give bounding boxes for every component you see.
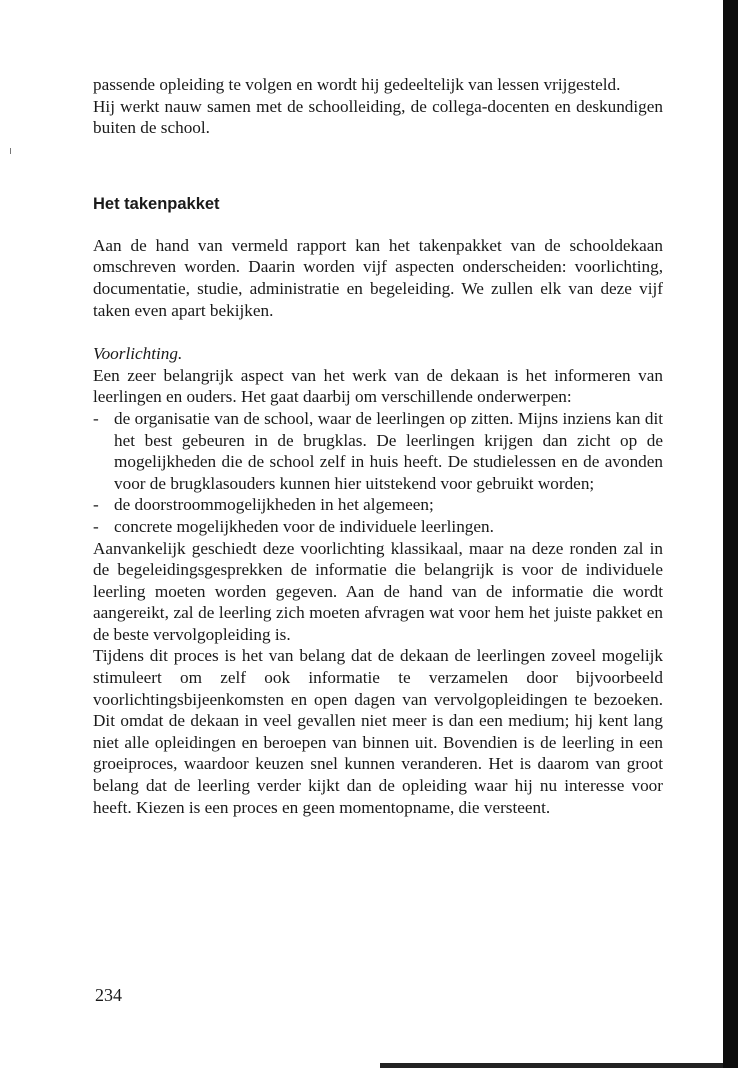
list-item xyxy=(93,516,663,538)
paragraph-intro: Aan de hand van vermeld rapport kan het takenpakket van de schooldekaan omschreven worden. Daarin worden vijf aspecten onderscheiden: voorlichting, documentatie, studie, administratie en begeleiding. We zullen elk van deze vijf taken even apart bekijken. xyxy=(93,235,663,320)
paragraph-classroom: Aanvankelijk geschiedt deze voorlichting klassikaal, maar na deze ronden zal in de begeleidingsgesprekken de informatie die belangrijk is voor de individuele leerling moeten worden gegeven. Aan de hand van de informatie die wordt aangereikt, zal de leerling zich moeten afvragen wat voor hem het juiste pakket en de beste vervolgopleiding is. xyxy=(93,538,663,644)
list-dash: - xyxy=(93,408,99,428)
page-number: 234 xyxy=(95,985,122,1005)
list-dash: - xyxy=(93,516,99,536)
list-item-text: de organisatie van de school, waar de leerlingen op zitten. Mijns inziens kan dit het best gebeuren in de brugklas. De leerlingen krijgen dan zicht op de mogelijkheden die de school zelf in huis heeft. De studielessen en de avonden voor de brugklasouders kunnen hier uitstekend voor gebruikt worden; xyxy=(114,408,663,493)
paragraph-subsection-intro: Een zeer belangrijk aspect van het werk van de dekaan is het informeren van leerlingen en ouders. Het gaat daarbij om verschillende onderwerpen: xyxy=(93,365,663,407)
list-item-text: de doorstroommogelijkheden in het algemeen; xyxy=(114,495,434,515)
page-edge-border xyxy=(723,0,738,1068)
subsection-heading: Voorlichting. xyxy=(93,344,183,364)
list-item-text: concrete mogelijkheden voor de individuele leerlingen. xyxy=(114,516,494,536)
list-dash: - xyxy=(93,495,99,515)
list-item xyxy=(93,408,663,494)
scan-bottom-shadow xyxy=(380,1063,723,1068)
list-item xyxy=(93,494,663,516)
paragraph-cooperation: Hij werkt nauw samen met de schoolleiding, de collega-docenten en deskundigen buiten de school. xyxy=(93,96,663,138)
topic-list xyxy=(93,408,663,538)
page-body xyxy=(93,74,663,818)
section-heading: Het takenpakket xyxy=(93,194,220,213)
paragraph-continuation: passende opleiding te volgen en wordt hij gedeeltelijk van lessen vrijgesteld. xyxy=(93,75,621,94)
paragraph-process: Tijdens dit proces is het van belang dat de dekaan de leerlingen zoveel mogelijk stimuleert om zelf ook informatie te verzamelen door bijvoorbeeld voorlichtingsbijeenkomsten en open dagen van vervolgopleidingen te bezoeken. Dit omdat de dekaan in veel gevallen niet meer is dan een medium; hij kent lang niet alle opleidingen en beroepen van binnen uit. Bovendien is de leerling in een groeiproces, waardoor keuzen snel kunnen veranderen. Het is daarom van groot belang dat de leerling verder kijkt dan de opleiding waar hij nu interesse voor heeft. Kiezen is een proces en geen momentopname, die versteent. xyxy=(93,646,663,817)
scan-mark xyxy=(10,148,11,154)
